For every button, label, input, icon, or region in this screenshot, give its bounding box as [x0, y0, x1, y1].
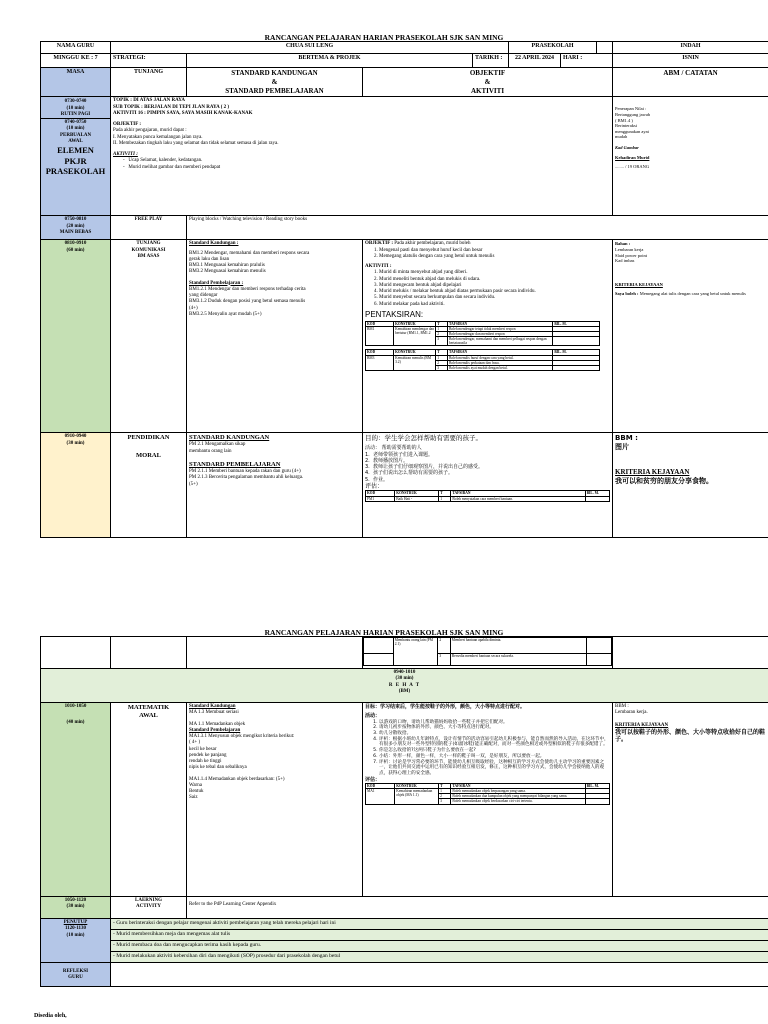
- nama-guru-value: CHUA SUI LENG: [111, 42, 509, 54]
- freeplay-content: Playing blocks / Watching television / Reading story books: [187, 216, 768, 240]
- row-rutin-pagi: [41, 97, 768, 216]
- refleksi-content: [111, 963, 768, 987]
- row-penutup-4: [41, 952, 768, 963]
- page1-plan-table: [40, 41, 768, 538]
- math-assessment-table: KOD KONSTRUK T TAFSIRAN BIL. M. MA1 Kemahiran memadankan objek (MA 1.1) 1 Boleh memadankan objek berpasangan yang sama. 2 Boleh memadankan dua kumpulan objek yang mempunyai bilangan yang sama. 3 Boleh memadankan objek berdasarkan ciri-ciri tertentu.: [365, 783, 610, 805]
- penutup-masa: PENUTUP 1120-1130 (10 min): [41, 919, 111, 963]
- row-continuation: [41, 637, 768, 669]
- penutup-item-1: - Guru berinteraksi dengan pelajar mengenai aktiviti pembelajaran yang telah mereka pelajari hari ini: [111, 919, 768, 930]
- prasekolah-value: INDAH: [613, 42, 768, 54]
- hari-label: HARI :: [561, 54, 613, 68]
- row-rehat: [41, 669, 768, 703]
- bm-abm: Bahan : Lembaran kerja Slaid power point Kad imbas KRITERIA KEJAYAAN Saya boleh : Memegang alat tulis dengan cara yang betul untuk menulis: [613, 240, 768, 433]
- tarikh-value: 22 APRIL 2024: [509, 54, 561, 68]
- col-abm: ABM / CATATAN: [613, 68, 768, 97]
- strategi-label: STRATEGI:: [111, 54, 187, 68]
- row-matematik: [41, 703, 768, 897]
- strategi-value: BERTEMA & PROJEK: [187, 54, 473, 68]
- bm-standard: Standard Kandungan : BM1.2 Mendengar, memahami dan memberi respons secara gerak laku dan lisan BM3.1 Menguasai kemahiran pralulis BM3.2 Menguasai kemahiran menulis Standard Pembelajaran : BM1.2.1 Mendengar dan memberi respons terhadap cerita yang didengar BM3.1.2 Duduk dengan posisi yang betul semasa menulis (4+) BM3.2.5 Menyalin ayat mudah (5+): [187, 240, 363, 433]
- bm-assessment-table-2: KOD KONSTRUK T TAFSIRAN BIL. M. BM3 Kemahiran menulis (BM 3.2) 1 Boleh menulis huruf dengan cara yang betul. 2 Boleh menulis perkataan dan frasa. 3 Boleh menulis ayat mudah dengan betul.: [365, 349, 600, 371]
- col-masa: MASA: [41, 68, 111, 97]
- refleksi-label: REFLEKSI GURU: [41, 963, 111, 987]
- math-standard: Standard Kandungan MA 1.3 Membuat seriasi MA 1.1 Memadankan objek Standard Pembelajaran MA1.3.1 Menyusun objek mengikut kriteria berikut: ( 4+ ) kecil ke besar pendek ke panjang rendah ke tinggi nipis ke tebal dan sebaliknya MA1.1.4 Memadankan objek berdasarkan: (5+) Warna Bentuk Saiz: [187, 703, 363, 897]
- moral-abm: BBM : 图片 KRITERIA KEJAYAAN 我可以和贫穷的朋友分享食物。: [613, 433, 768, 538]
- tarikh-label: TARIKH :: [473, 54, 509, 68]
- row-penutup-1: [41, 919, 768, 930]
- minggu-label: MINGGU KE : 7: [41, 54, 111, 68]
- math-masa: 1010-1050 (40 min): [41, 703, 111, 897]
- prasekolah-label: PRASEKOLAH: [509, 42, 597, 54]
- freeplay-masa: 0750-0810 (20 min) MAIN BEBAS: [41, 216, 111, 240]
- learning-content: Refer to the PdP Learning Center Appendix: [187, 897, 768, 919]
- page2-plan-table: [40, 636, 768, 987]
- page1-title: RANCANGAN PELAJARAN HARIAN PRASEKOLAH SJK SAN MING: [264, 33, 504, 42]
- row-bm: [41, 240, 768, 433]
- math-abm: BBM : Lembaran kerja. KRITERIA KEJAYAAN 我可以按鞋子的外形、颜色、大小等特点收拾好自己的鞋子。: [613, 703, 768, 897]
- row-free-play: [41, 216, 768, 240]
- row-moral: [41, 433, 768, 538]
- freeplay-tunjang: FREE PLAY: [111, 216, 187, 240]
- hari-value: ISNIN: [613, 54, 768, 68]
- bm-tunjang: TUNJANG KOMUNIKASI BM ASAS: [111, 240, 187, 433]
- moral-tunjang: PENDIDIKAN MORAL: [111, 433, 187, 538]
- rutin-abm: Penerapan Nilai : Bertanggung jawab ( BM1.4 ) Berinteraksi menggunakan ayat mudah Kad Gambar Kehadiran Murid ........ / 19 ORANG: [613, 97, 768, 216]
- col-standard: STANDARD KANDUNGAN & STANDARD PEMBELAJARAN: [187, 68, 363, 97]
- page2-title: RANCANGAN PELAJARAN HARIAN PRASEKOLAH SJK SAN MING: [264, 628, 504, 637]
- row-learning-activity: [41, 897, 768, 919]
- moral-standard: STANDARD KANDUNGAN PM 2.1 Mengamalkan sikap membantu orang lain STANDARD PEMBELAJARAN PM 2.1.1 Memberi bantuan kepada rakan dan guru (4+) PM 2.1.3 Bercerita pengalaman membantu ahli keluarga. (5+): [187, 433, 363, 538]
- moral-assessment-table: KOD KONSTRUK T TAFSIRAN BIL. M. PM1 Baik Hati - 1 Boleh menyatakan cara memberi bantuan.: [365, 490, 610, 501]
- rutin-masa: 0730-0740 (10 min) RUTIN PAGI 0740-0750 (10 min) PERBUALAN AWAL ELEMEN PKJR PRASEKOLAH: [41, 97, 111, 216]
- math-objektif: 目标：学习结束后，学生能按鞋子的外形，颜色，大小等特点进行配对。 活动： 1. 以游戏的口吻，请幼儿帮助猫妈妈收拾一些鞋子并把它们配对。 2. 请幼儿初步按物体的外形、颜色、大小等特点进行配对。 3. 幼儿分散收拾。 4. 评析：根据小班幼儿年龄特点，设计有情节的活动容易引起幼儿积极参与，能自然而然的导入活动。在这环节中，有很多小朋友对一些外型特别的鞋子(如溜冰鞋)能正确配对，而对一些颜色相近或外型相似的鞋子有很多配错了。 5. 你是怎么收拾的?这两只鞋子为什么要放在一起? 6. 小结：外形一样，颜色一样，大小一样的鞋子叫一双，是好朋友，所以要放一起。 7. 评析：讨论是学习常必要的环节，能使幼儿相互吸取经验，这种相互的学习方式会使幼儿主动学习的重要因素之一，让他们共同交流中运用已有的知识经验互相启发，修正，这种相互的学习方式，会使幼儿学会接纳他人的观点，获得心理上的安全感。 评估： KOD KONSTRUK T TAFSIRAN BIL. M. MA1 Kemahiran memadankan objek (MA 1.1) 1 Boleh memadankan objek berpasangan yang sama. 2 Boleh memadankan dua kumpulan objek yang mempunyai bilangan yang sama. 3 Boleh memadankan objek berdasarkan ciri-ciri tertentu.: [363, 703, 613, 897]
- col-objektif: OBJEKTIF & AKTIVITI: [363, 68, 613, 97]
- rehat-content: 0940-1010 (30 min) R E H A T (BM): [41, 669, 768, 703]
- bm-assessment-table-1: KOD KONSTRUK T TAFSIRAN BIL. M. BM1 Kemahiran mendengar dan bertutur (BM1.1, BM1.2 1 Boleh mendengar tetapi tidak memberi respon 2 Boleh mendengar dan memberi respon 3 Boleh mendengar, memahami dan memberi pelbagai respon dengan bertatasusila: [365, 321, 600, 347]
- rutin-content: TOPIK : DI ATAS JALAN RAYA SUB TOPIK : BERJALAN DI TEPI JLAN RAYA ( 2 ) AKTIVITI 16 : PIMPIN SAYA, SAYA MASIH KANAK-KANAK OBJEKTIF : Pada akhir pengajaran, murid dapat : I. Menyatakan punca kemalangan jalan raya. II. Membezakan tingkah laku yang selamat dan tidak selamat semasa di jalan raya. AKTIVITI : - Ucap Selamat, kalender, kedatangan. - Murid melihat gambar dan memberi pendapat: [111, 97, 613, 216]
- learning-masa: 1050-1120 (30 min): [41, 897, 111, 919]
- moral-objektif: 目的：学生学会怎样帮助有需要的孩子。 活动： 帮助需要帮助的人 1. 老师带领孩子们进入课题。 2. 教师播放图片。 3. 教师让孩子们仔细观察图片，并说出自己的感受。 4. 孩子们说出怎么帮助有需要的孩子。 5. 作业。 评估： KOD KONSTRUK T TAFSIRAN BIL. M. PM1 Baik Hati - 1 Boleh menyatakan cara memberi bantuan.: [363, 433, 613, 538]
- math-tunjang: MATEMATIK AWAL: [111, 703, 187, 897]
- penutup-item-4: - Murid melakukan aktiviti kebersihan diri dan mengikuti (SOP) prosedur dari prasekolah dengan betul: [111, 952, 768, 963]
- nama-guru-label: NAMA GURU: [41, 42, 111, 54]
- penutup-item-3: - Murid membaca doa dan mengucapkan terima kasih kepada guru.: [111, 941, 768, 952]
- row-penutup-3: [41, 941, 768, 952]
- col-tunjang: TUNJANG: [111, 68, 187, 97]
- bm-masa: 0810-0910 (60 min): [41, 240, 111, 433]
- row-refleksi: [41, 963, 768, 987]
- bm-objektif: OBJEKTIF : Pada akhir pembelajaran, murid boleh 1. Mengenal pasti dan menyebut huruf kecil dan besar 2. Memegang alatulis dengan cara yang betul untuk menulis AKTIVITI : 1. Murid di minta menyebut abjad yang diberi. 2. Murid meneliti bentuk abjad dan melukis di udara. 3. Murid mengecam bentuk abjad dipelajari 4. Murid melukis / melakar bentuk abjad diatas permukaan pasir secara individu. 5. Murid menyebut secara berkumpulan dan secara individu. 6. Murid melakar pada kad aktiviti. PENTAKSIRAN: KOD KONSTRUK T TAFSIRAN BIL. M. BM1 Kemahiran mendengar dan bertutur (BM1.1, BM1.2 1 Boleh mendengar tetapi tidak memberi respon 2 Boleh mendengar dan memberi respon 3 Boleh mendengar, memahami dan memberi pelbagai respon dengan bertatasusila KOD KONSTRUK T TAFSIRAN BIL. M. BM3 Kemahiran menulis (BM 3.2) 1 Boleh menulis huruf dengan cara yang betul. 2 Boleh menulis perkataan dan frasa. 3 Boleh menulis ayat mudah dengan betul.: [363, 240, 613, 433]
- penutup-item-2: - Murid membersihkan meja dan mengemas alat tulis: [111, 930, 768, 941]
- disedia-oleh: Disedia oleh,: [34, 1013, 67, 1019]
- row-penutup-2: [41, 930, 768, 941]
- moral-masa: 0910-0940 (30 min): [41, 433, 111, 538]
- learning-tunjang: LAERNING ACTIVITY: [111, 897, 187, 919]
- moral-assessment-table-cont: Membantu orang lain (PM 2.1) 2 Memberi bantuan apabila diminta. 3 Bersedia memberi bantuan secara sukarela.: [363, 637, 612, 666]
